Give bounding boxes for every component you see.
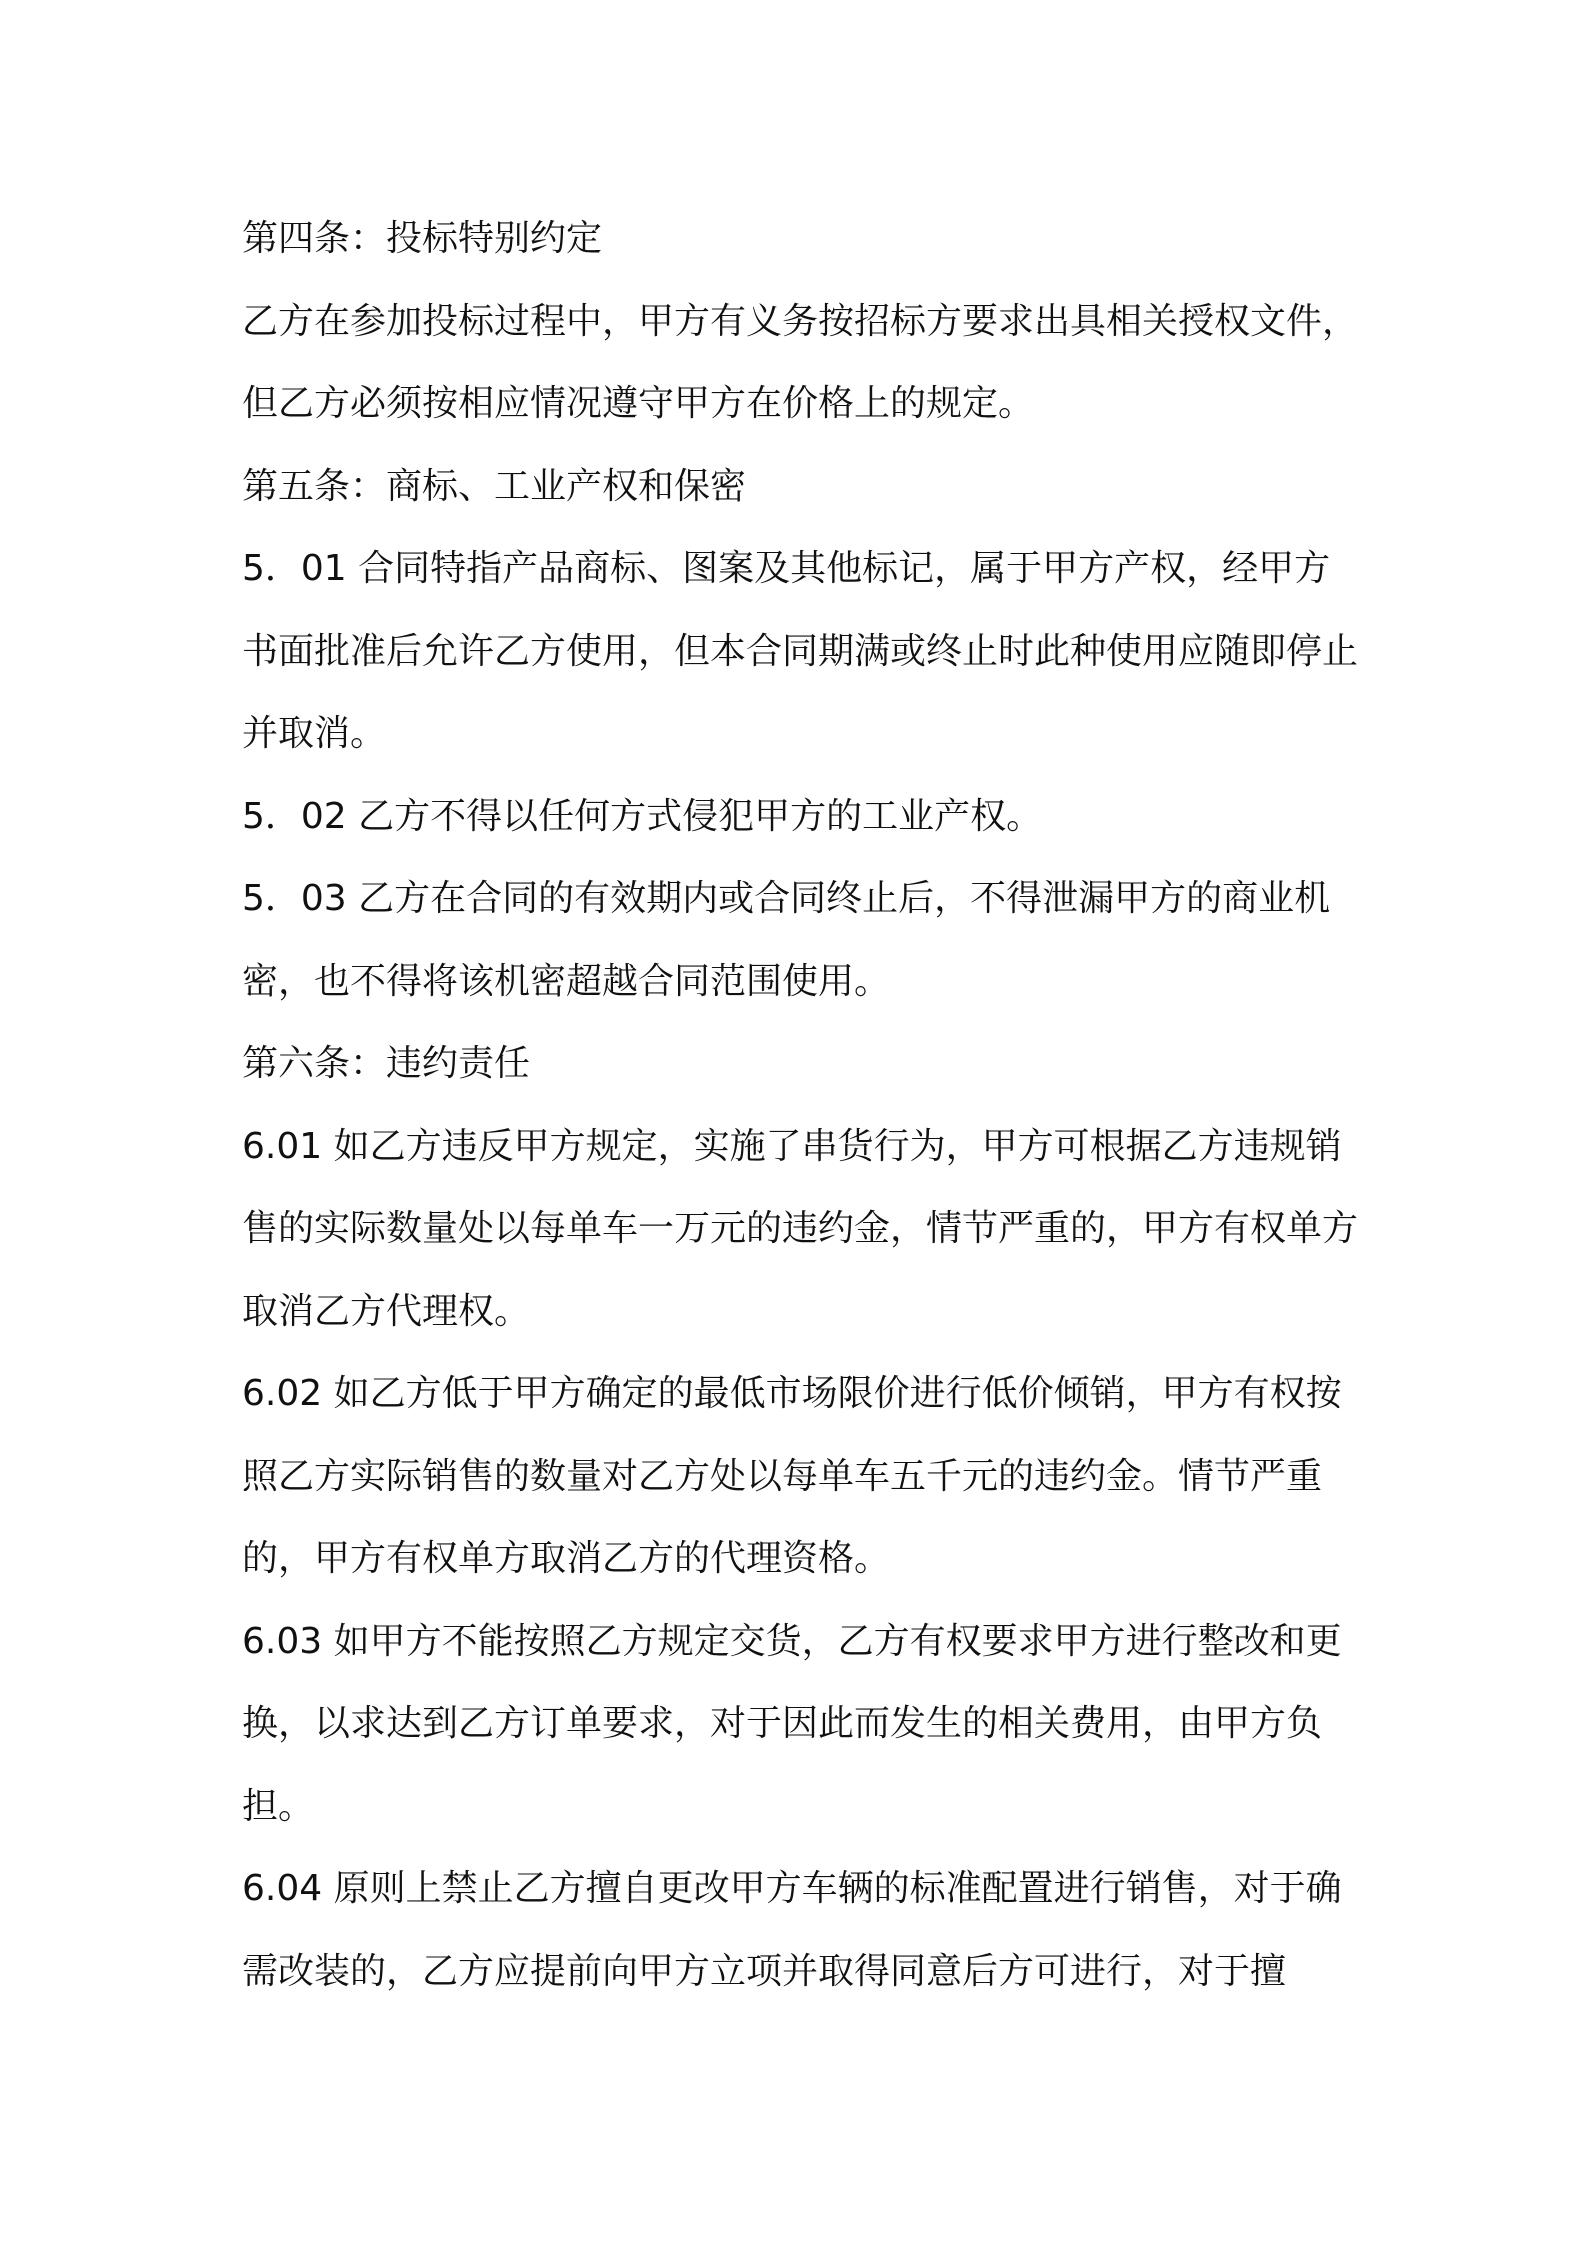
clause-6-04: 6.04 原则上禁止乙方擅自更改甲方车辆的标准配置进行销售，对于确需改装的，乙方应提前向甲方立项并取得同意后方可进行，对于擅 [242,1868,1342,1992]
clause-6-02: 6.02 如乙方低于甲方确定的最低市场限价进行低价倾销，甲方有权按照乙方实际销售的数量对乙方处以每单车五千元的违约金。情节严重的，甲方有权单方取消乙方的代理资格。 [242,1373,1342,1579]
clause-6-03: 6.03 如甲方不能按照乙方规定交货，乙方有权要求甲方进行整改和更换，以求达到乙方订单要求，对于因此而发生的相关费用，由甲方负担。 [242,1620,1342,1827]
clause-5-03: 5．03 乙方在合同的有效期内或合同终止后，不得泄漏甲方的商业机密，也不得将该机密超越合同范围使用。 [242,878,1331,1002]
clause-5-01: 5．01 合同特指产品商标、图案及其他标记，属于甲方产权，经甲方书面批准后允许乙方使用，但本合同期满或终止时此种使用应随即停止并取消。 [242,548,1359,754]
article-5-heading: 第五条：商标、工业产权和保密 [242,465,747,507]
article-4-body: 乙方在参加投标过程中，甲方有义务按招标方要求出具相关授权文件，但乙方必须按相应情况遵守甲方在价格上的规定。 [242,300,1359,424]
article-6-heading: 第六条：违约责任 [242,1043,531,1084]
clause-5-02: 5．02 乙方不得以任何方式侵犯甲方的工业产权。 [242,795,1043,837]
contract-text-body [242,198,1362,2013]
clause-6-01: 6.01 如乙方违反甲方规定，实施了串货行为，甲方可根据乙方违规销售的实际数量处以每单车一万元的违约金，情节严重的，甲方有权单方取消乙方代理权。 [242,1125,1359,1332]
article-4-heading: 第四条：投标特别约定 [242,218,603,259]
